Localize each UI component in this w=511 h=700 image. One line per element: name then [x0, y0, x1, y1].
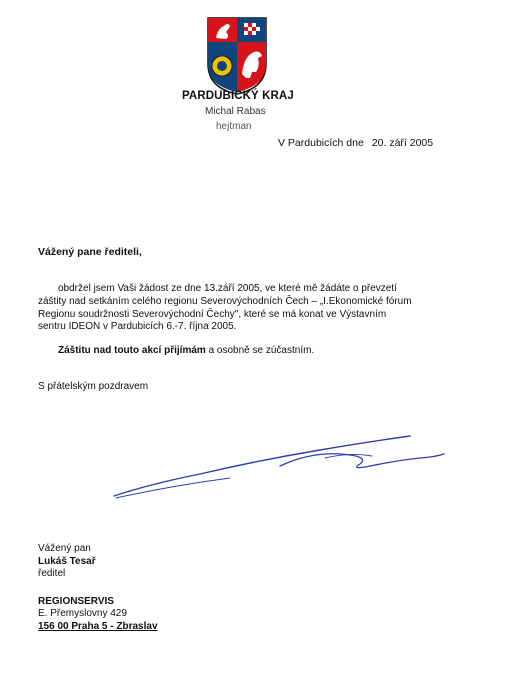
official-title: hejtman — [216, 121, 252, 132]
recipient-address — [38, 543, 158, 633]
recipient-position: ředitel — [38, 568, 66, 579]
recipient-name: Lukáš Tesař — [38, 555, 96, 567]
recipient-street: E. Přemyslovny 429 — [38, 608, 127, 619]
acceptance-statement: Záštitu nad touto akcí přijímám — [58, 345, 206, 356]
salutation: Vážený pane řediteli, — [38, 246, 142, 258]
dateline-date: 20. září 2005 — [371, 137, 434, 149]
body-line: obdržel jsem Vaši žádost ze dne 13.září 2005, ve které mě žádáte o převzetí — [58, 283, 397, 294]
closing: S přátelským pozdravem — [38, 381, 149, 392]
official-name: Michal Rabas — [205, 106, 266, 117]
pardubice-region-coat-of-arms — [206, 16, 268, 96]
recipient-company: REGIONSERVIS — [38, 595, 114, 607]
dateline-place: V Pardubicích dne — [278, 137, 364, 149]
handwritten-signature — [110, 430, 450, 502]
dateline — [278, 137, 433, 149]
region-name: PARDUBICKÝ KRAJ — [182, 90, 294, 102]
body-line: záštity nad setkáním celého regionu Severovýchodních Čech – „I.Ekonomické fórum — [38, 295, 412, 307]
recipient-greeting: Vážený pan — [38, 543, 91, 554]
attendance-statement: a osobně se zúčastním. — [205, 345, 315, 356]
body-line: Regionu soudržnosti Severovýchodní Čechy", které se má konat ve Výstavním — [38, 308, 387, 320]
body-line: sentru IDEON v Pardubicích 6.-7. října 2005. — [38, 321, 237, 333]
recipient-city: 156 00 Praha 5 - Zbraslav — [38, 620, 158, 632]
body-paragraph-1 — [38, 283, 478, 334]
body-paragraph-2 — [58, 345, 314, 356]
